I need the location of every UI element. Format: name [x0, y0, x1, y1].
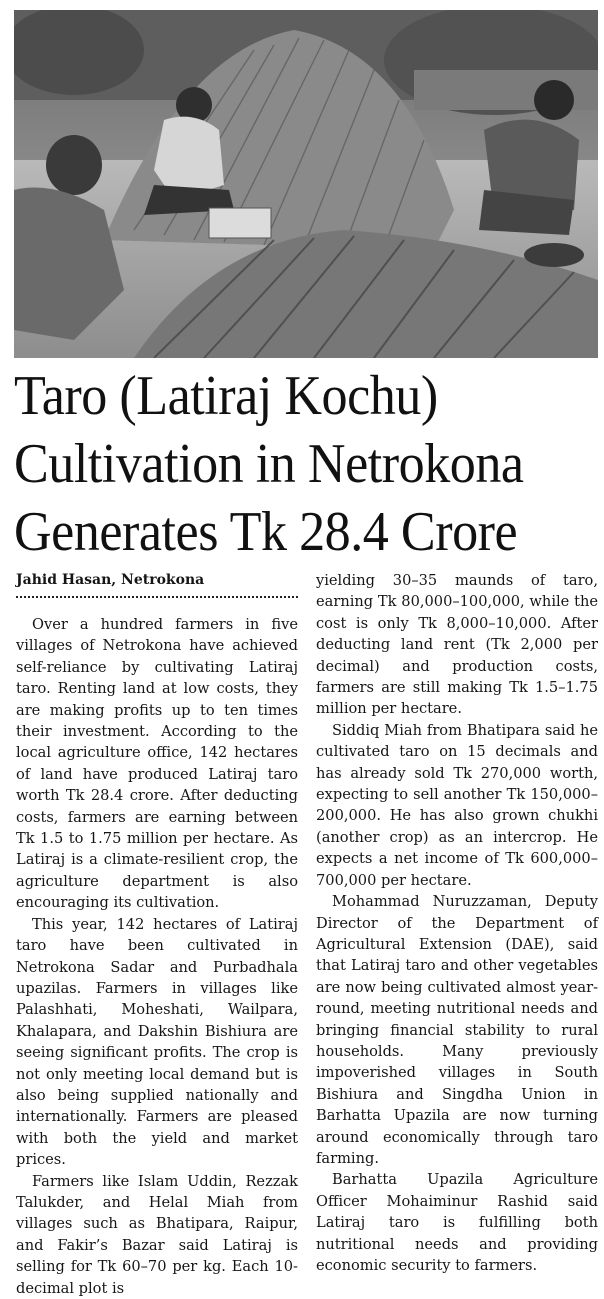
- paragraph: Over a hundred farmers in five villages of Netrokona have achieved self-reliance by cultivating Latiraj taro. Renting land at low costs, they are making profits up to ten times their investment. According to the local agriculture office, 142 hectares of land have produced Latiraj taro worth Tk 28.4 crore. After deducting costs, farmers are earning between Tk 1.5 to 1.75 million per hectare. As Latiraj is a climate-resilient crop, the agriculture department is also encouraging its cultivation.: [16, 616, 298, 912]
- paragraph-continued: yielding 30–35 maunds of taro, earning Tk 80,000–100,000, while the cost is only Tk 8,000–10,000. After deducting land rent (Tk 2,000 per decimal) and production costs, farmers are still making Tk 1.5–1.75 million per hectare.: [316, 572, 598, 718]
- headline-line-1: Taro (Latiraj Kochu): [14, 365, 438, 427]
- paragraph: Farmers like Islam Uddin, Rezzak Talukder, and Helal Miah from villages such as Bhatipara, Raipur, and Fakir’s Bazar said Latiraj is selling for Tk 60–70 per kg. Each 10-decimal plot is: [16, 1172, 298, 1297]
- byline: Jahid Hasan, Netrokona: [16, 570, 298, 598]
- article-column-right: [316, 570, 598, 1276]
- headline-line-2: Cultivation in Netrokona: [14, 433, 524, 495]
- article-photo: [14, 10, 598, 358]
- headline-line-3: Generates Tk 28.4 Crore: [14, 501, 518, 563]
- article-column-left: [16, 570, 298, 1299]
- paragraph: This year, 142 hectares of Latiraj taro have been cultivated in Netrokona Sadar and Purbadhala upazilas. Farmers in villages like Palashhati, Moheshati, Wailpara, Khalapara, and Dakshin Bishiura are seeing significant profits. The crop is not only meeting local demand but is also being supplied nationally and internationally. Farmers are pleased with both the yield and market prices.: [16, 915, 298, 1169]
- paragraph: Siddiq Miah from Bhatipara said he cultivated taro on 15 decimals and has already sold Tk 270,000 worth, expecting to sell another Tk 150,000–200,000. He has also grown chukhi (another crop) as an intercrop. He expects a net income of Tk 600,000–700,000 per hectare.: [316, 721, 598, 889]
- paragraph: Barhatta Upazila Agriculture Officer Mohaiminur Rashid said Latiraj taro is fulfilling both nutritional needs and providing economic security to farmers.: [316, 1171, 598, 1274]
- article-headline: [14, 362, 557, 566]
- paragraph: Mohammad Nuruzzaman, Deputy Director of the Department of Agricultural Extension (DAE), said that Latiraj taro and other vegetables are now being cultivated almost year-round, meeting nutritional needs and bringing financial stability to rural households. Many previously impoverished villages in South Bishiura and Singdha Union in Barhatta Upazila are now turning around economically through taro farming.: [316, 893, 598, 1167]
